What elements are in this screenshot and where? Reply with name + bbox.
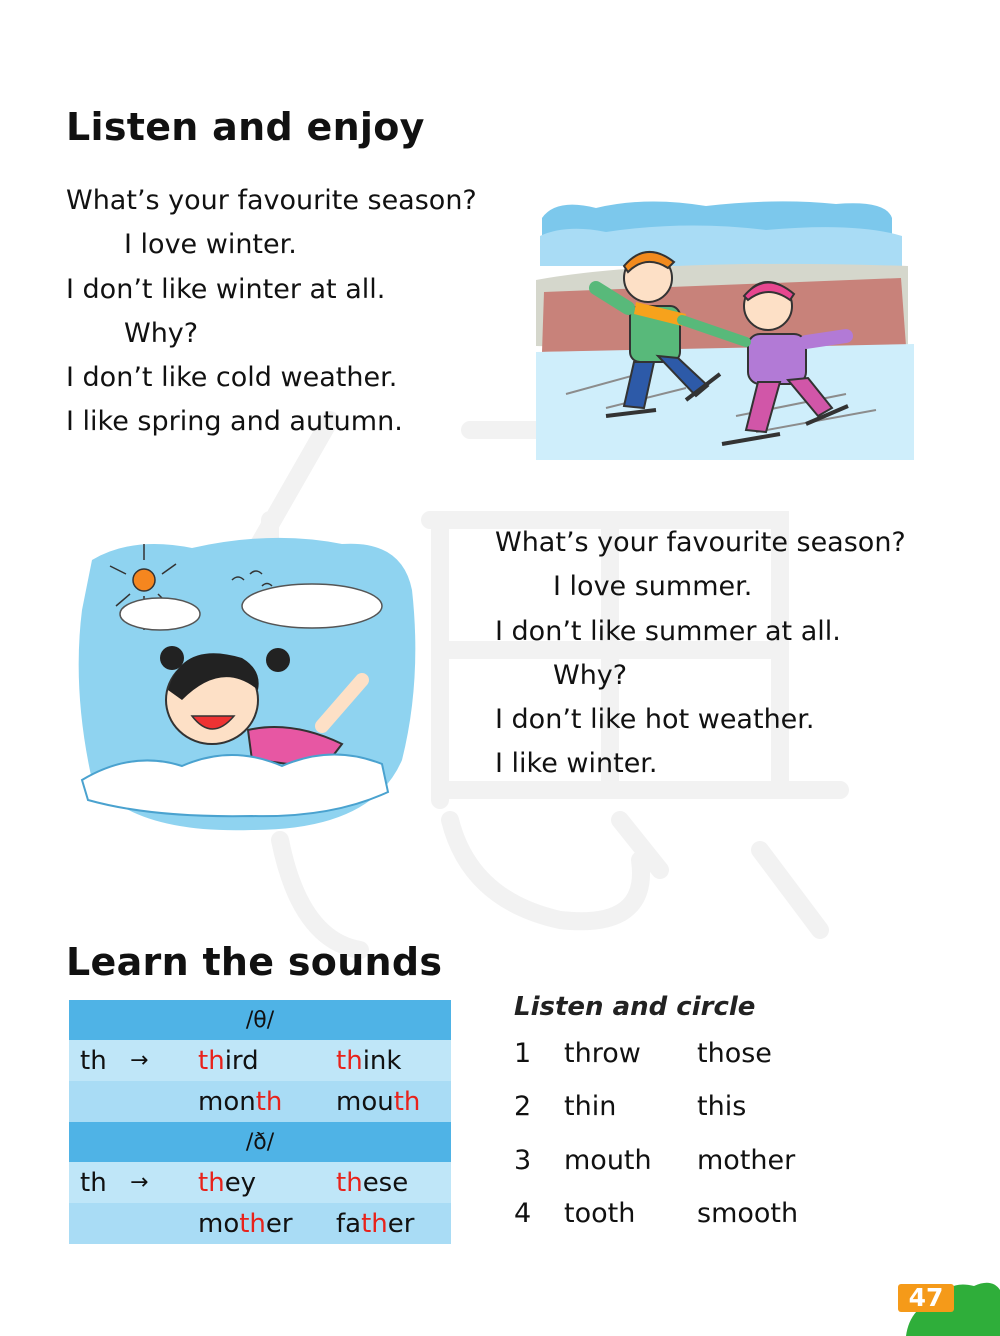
skating-illustration: [536, 196, 914, 460]
section-title-listen-enjoy: Listen and enjoy: [66, 105, 425, 149]
poem-line: I don’t like cold weather.: [66, 362, 398, 394]
example-word: father: [336, 1203, 451, 1244]
arrow-icon: →: [130, 1162, 198, 1203]
arrow-icon: →: [130, 1040, 198, 1081]
listen-circle-list: [514, 1027, 798, 1240]
poem-line: I like spring and autumn.: [66, 406, 403, 438]
item-number: 3: [514, 1144, 532, 1176]
sounds-table: [69, 1000, 451, 1244]
poem-summer: [495, 521, 906, 787]
letters-cell: [69, 1081, 130, 1122]
example-word: these: [336, 1162, 451, 1203]
poem-line: I love winter.: [124, 229, 297, 261]
example-word: mouth: [336, 1081, 451, 1122]
letters-cell: th: [69, 1040, 130, 1081]
word-option[interactable]: tooth: [564, 1197, 636, 1229]
page-number-badge: 47: [898, 1284, 954, 1312]
word-option[interactable]: this: [697, 1091, 747, 1123]
poem-line: I don’t like hot weather.: [495, 704, 815, 736]
letters-cell: th: [69, 1162, 130, 1203]
poem-line: Why?: [124, 317, 199, 349]
example-word: third: [198, 1040, 336, 1081]
item-number: 1: [514, 1038, 532, 1069]
poem-line: What’s your favourite season?: [495, 527, 906, 558]
list-item: [514, 1134, 798, 1187]
example-word: mother: [198, 1203, 336, 1244]
poem-line: What’s your favourite season?: [66, 185, 477, 216]
word-option[interactable]: thin: [564, 1091, 617, 1123]
word-option[interactable]: smooth: [697, 1197, 799, 1229]
list-item: [514, 1187, 798, 1240]
arrow-cell: [130, 1203, 198, 1244]
word-option[interactable]: mouth: [564, 1144, 652, 1176]
phoneme-header: /θ/: [69, 1000, 451, 1040]
poem-line: I love summer.: [553, 571, 753, 603]
item-number: 2: [514, 1091, 532, 1123]
phoneme-header: /ð/: [69, 1122, 451, 1162]
list-item: [514, 1080, 798, 1133]
poem-line: I don’t like summer at all.: [495, 615, 841, 647]
word-option[interactable]: those: [697, 1038, 772, 1069]
listen-circle-title: Listen and circle: [514, 992, 756, 1022]
example-word: month: [198, 1081, 336, 1122]
section-title-learn-sounds: Learn the sounds: [66, 940, 443, 984]
word-option[interactable]: mother: [697, 1144, 796, 1176]
poem-line: Why?: [553, 659, 628, 691]
letters-cell: [69, 1203, 130, 1244]
poem-line: I like winter.: [495, 748, 658, 780]
example-word: think: [336, 1040, 451, 1081]
item-number: 4: [514, 1197, 532, 1229]
example-word: they: [198, 1162, 336, 1203]
poem-line: I don’t like winter at all.: [66, 273, 386, 305]
word-option[interactable]: throw: [564, 1038, 641, 1069]
poem-winter: [66, 179, 477, 445]
list-item: [514, 1027, 798, 1080]
swimming-illustration: [72, 530, 422, 840]
arrow-cell: [130, 1081, 198, 1122]
